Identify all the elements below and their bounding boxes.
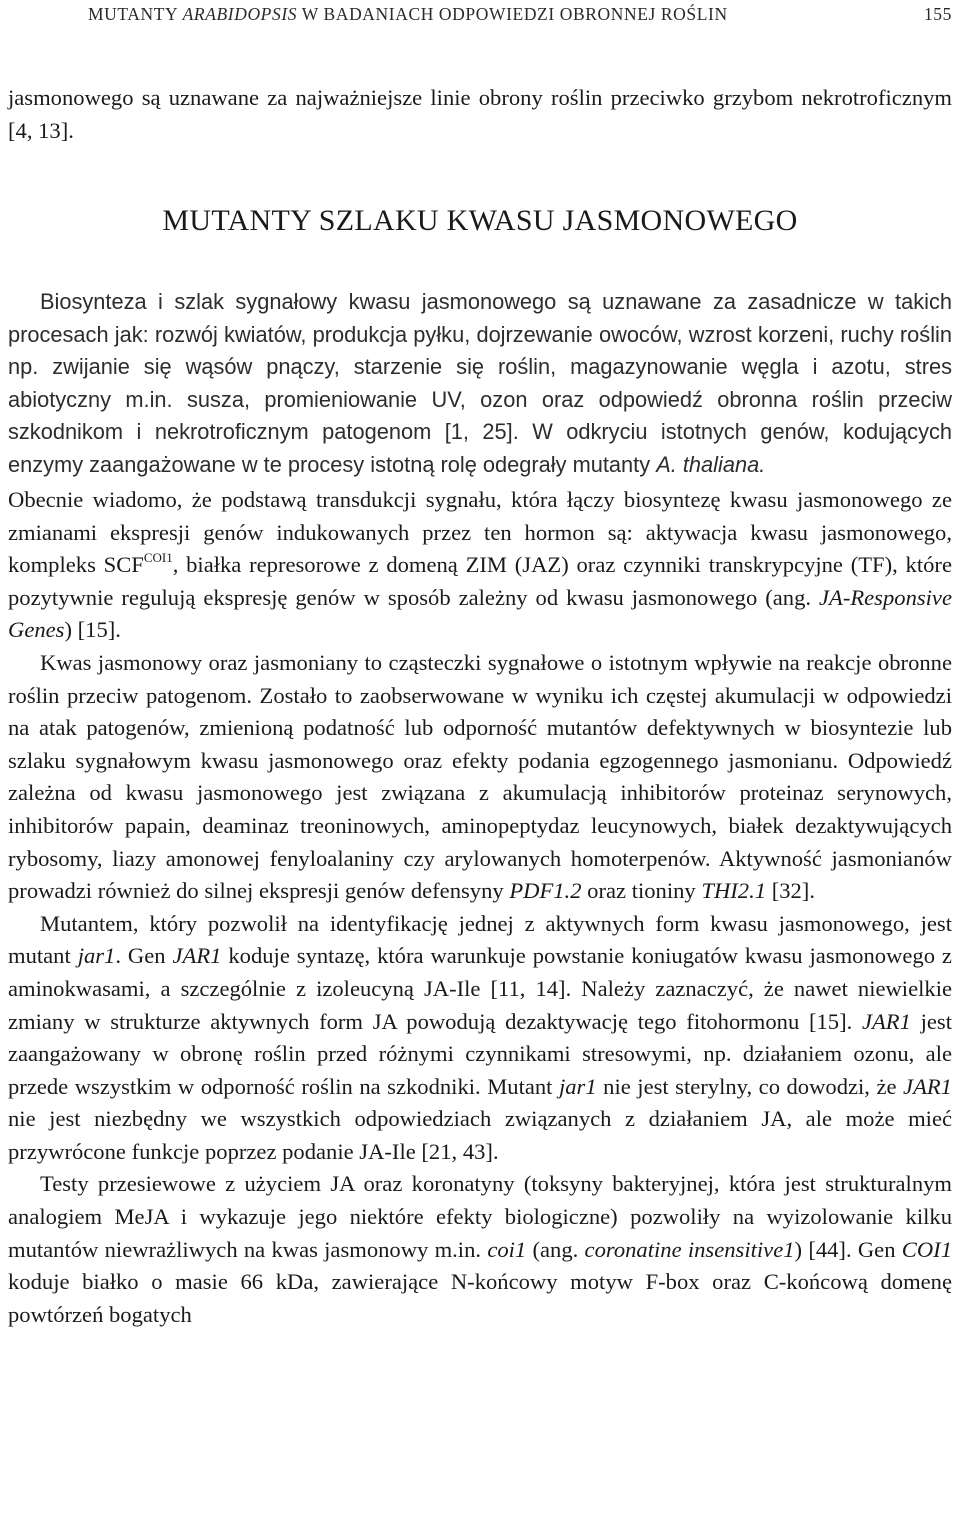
text-run: Kwas jasmonowy oraz jasmoniany to cząsteczki sygnałowe o istotnym wpływie na reakcje obronne roślin przeciw patogenom. Zostało to zaobserwowane w wyniku ich częstej akumulacji w odpowiedzi na atak patogenów, zmienioną podatność lub odporność mutantów defektywnych w biosyntezie lub szlaku sygnałowym kwasu jasmonowego oraz efekty podania egzogennego jasmonianu. Odpowiedź zależna od kwasu jasmonowego jest związana z akumulacją inhibitorów proteinaz serynowych, inhibitorów papain, deaminaz treoninowych, aminopeptydaz leucynowych, białek dezaktywujących rybosomy, liazy amonowej fenyloalaniny czy arylowanych homoterpenów. Aktywność jasmonianów prowadzi również do silnej ekspresji genów defensyny (8, 649, 952, 904)
species-name: A. thaliana. (656, 451, 766, 477)
body-text (8, 484, 952, 1331)
gene-name: coi1 (487, 1236, 527, 1262)
running-title-part: W BADANIACH ODPOWIEDZI OBRONNEJ ROŚLIN (301, 4, 728, 24)
paragraph-transdukcja (8, 484, 952, 647)
text-run: koduje syntazę, która warunkuje powstanie koniugatów kwasu jasmonowego z aminokwasami, a szczególnie z izoleucyną JA-Ile [11, 14]. Należy zaznaczyć, że nawet niewielkie zmiany w strukturze aktywnych form JA powodują dezaktywację tego fitohormonu [15]. (8, 943, 952, 1034)
paragraph-biosynteza (8, 286, 952, 482)
gene-name: jar1 (77, 943, 116, 969)
text-run: Mutantem, który pozwolił na identyfikację jednej z aktywnych form kwasu jasmonowego, jest mutant (8, 910, 952, 969)
text-run: nie jest sterylny, co dowodzi, że (603, 1073, 897, 1099)
intro-paragraph (8, 82, 952, 147)
intro-text: jasmonowego są uznawane za najważniejsze linie obrony roślin przeciwko grzybom nekrotroficznym [4, 13]. (8, 85, 952, 143)
text-run: . Gen (115, 943, 166, 969)
italic-term: JA-Responsive Genes (8, 584, 952, 643)
text-run: [32]. (771, 878, 815, 904)
paragraph-testy (8, 1168, 952, 1331)
page-number: 155 (923, 4, 952, 24)
text-run: Obecnie wiadomo, że podstawą transdukcji sygnału, która łączy biosyntezę kwasu jasmonowego ze zmianami ekspresji genów indukowanych przez ten hormon są: aktywacja kwasu jasmonowego, kompleks SCF (8, 487, 952, 578)
text-run: nie jest niezbędny we wszystkich odpowiedziach związanych z działaniem JA, ale może mieć przywrócone funkcje poprzez podanie JA-Ile [21, 43]. (8, 1106, 952, 1164)
text-run: (ang. (532, 1236, 579, 1262)
paragraph-kwas-jasmonowy (8, 647, 952, 908)
text-run: Testy przesiewowe z użyciem JA oraz koronatyny (toksyny bakteryjnej, która jest strukturalnym analogiem MeJA i wykazuje jego niektóre efekty biologiczne) pozwoliły na wyizolowanie kilku mutantów niewrażliwych na kwas jasmonowy m.in. (8, 1171, 952, 1262)
italic-term: coronatine insensitive1 (584, 1236, 795, 1262)
section-heading: MUTANTY SZLAKU KWASU JASMONOWEGO (162, 204, 798, 237)
gene-name: PDF1.2 (509, 878, 582, 904)
paragraph-jar1 (8, 908, 952, 1169)
superscript: COI1 (143, 550, 173, 566)
gene-name: JAR1 (903, 1073, 952, 1099)
gene-name: JAR1 (172, 943, 222, 969)
paragraph-text (8, 286, 952, 482)
text-run: koduje białko o masie 66 kDa, zawierające N-końcowy motyw F-box oraz C-końcową domenę powtórzeń bogatych (8, 1269, 952, 1327)
text-run: ) [44]. Gen (794, 1236, 896, 1262)
text-run: ) [15]. (64, 617, 121, 643)
running-header (88, 4, 952, 25)
text-run: , białka represorowe z domeną ZIM (JAZ) oraz czynniki transkrypcyjne (TF), które pozytywnie regulują ekspresję genów w sposób zależny od kwasu jasmonowego (ang. (8, 552, 952, 610)
running-title-part: MUTANTY (88, 4, 178, 24)
gene-name: THI2.1 (701, 878, 767, 904)
gene-name: COI1 (901, 1236, 952, 1262)
running-title (88, 4, 728, 25)
gene-name: jar1 (558, 1073, 597, 1099)
text-run: Biosynteza i szlak sygnałowy kwasu jasmonowego są uznawane za zasadnicze w takich procesach jak: rozwój kwiatów, produkcja pyłku, dojrzewanie owoców, wzrost korzeni, ruchy roślin np. zwijanie się wąsów pnączy, starzenie się roślin, magazynowanie węgla i azotu, stres abiotyczny m.in. susza, promieniowanie UV, ozon oraz odpowiedź obronna roślin przeciw szkodnikom i nekrotroficznym patogenom [1, 25]. W odkryciu istotnych genów, kodujących enzymy zaangażowane w te procesy istotną rolę odegrały mutanty (8, 289, 952, 477)
text-run: jest zaangażowany w obronę roślin przed różnymi czynnikami stresowymi, np. działaniem ozonu, ale przede wszystkim w odporność roślin na szkodniki. Mutant (8, 1008, 952, 1099)
text-run: oraz tioniny (587, 878, 696, 904)
running-title-italic: ARABIDOPSIS (182, 4, 298, 24)
gene-name: JAR1 (861, 1008, 911, 1034)
